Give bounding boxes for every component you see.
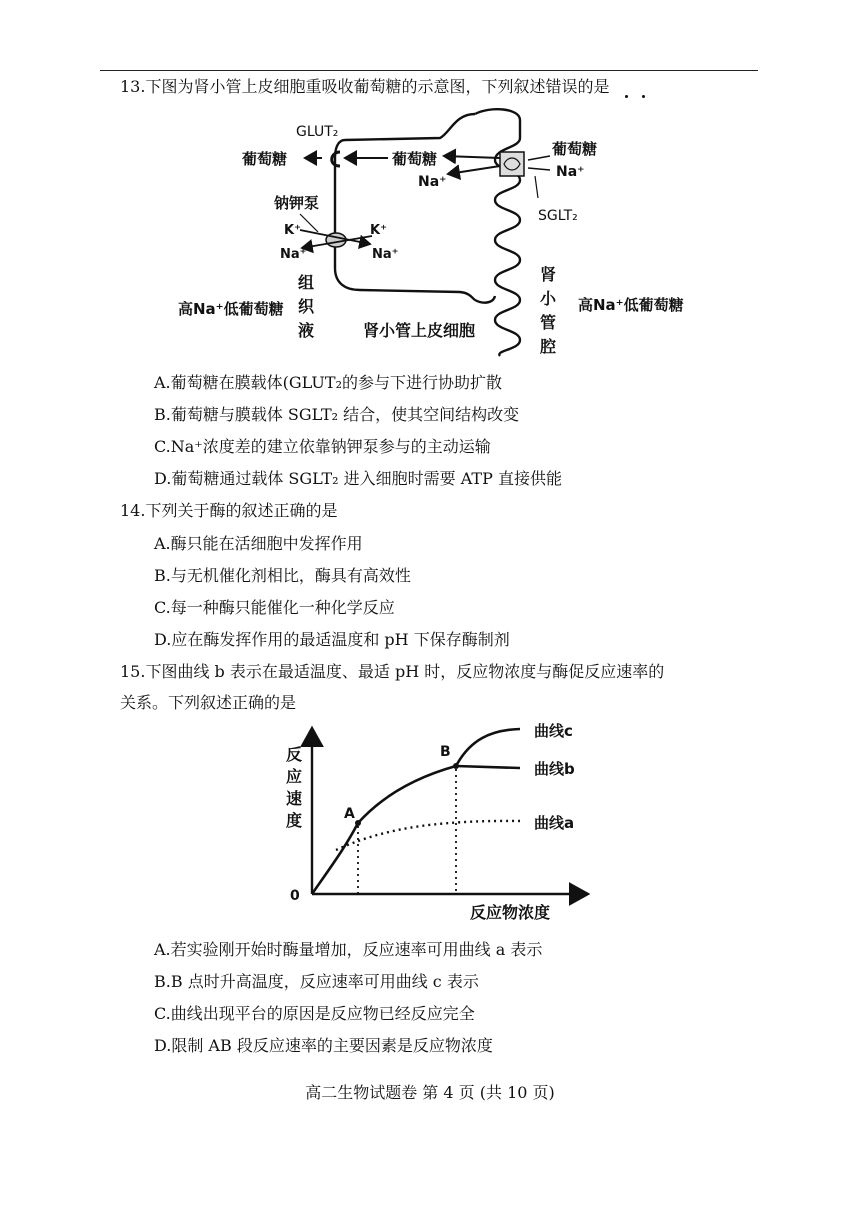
curve-c — [456, 729, 520, 766]
sglt2-label: SGLT₂ — [538, 208, 578, 224]
q13-diagram — [0, 108, 860, 368]
right-env-label: 高Na⁺低葡萄糖 — [578, 296, 684, 314]
curve-a — [336, 821, 520, 850]
point-b-label: B — [440, 744, 451, 760]
q13-option-b: B.葡萄糖与膜载体 SGLT₂ 结合，使其空间结构改变 — [154, 405, 520, 424]
point-a — [355, 820, 361, 826]
left-env-label: 高Na⁺低葡萄糖 — [178, 300, 284, 318]
cell-membrane-left — [335, 114, 475, 300]
q13-option-c: C.Na⁺浓度差的建立依靠钠钾泵参与的主动运输 — [154, 437, 491, 456]
k-left-label: K⁺ — [284, 223, 301, 238]
curve-a-label: 曲线a — [534, 814, 575, 832]
curve-b — [312, 766, 520, 894]
q15-option-a: A.若实验刚开始时酶量增加，反应速率可用曲线 a 表示 — [154, 940, 543, 959]
tissue-fluid-label: 组织液 — [298, 273, 315, 340]
q15-graph — [0, 718, 860, 928]
point-a-label: A — [344, 806, 355, 822]
emphasis-dots — [618, 95, 658, 101]
q14-option-c: C.每一种酶只能催化一种化学反应 — [154, 598, 395, 617]
pump-label: 钠钾泵 — [274, 194, 320, 212]
point-b — [453, 763, 459, 769]
q14-option-b: B.与无机催化剂相比，酶具有高效性 — [154, 566, 411, 585]
lumen-label: 肾小管腔 — [540, 265, 557, 356]
cell-label: 肾小管上皮细胞 — [363, 321, 476, 340]
glucose-left-label: 葡萄糖 — [242, 150, 288, 168]
k-right-label: K⁺ — [370, 223, 387, 238]
q15-option-c: C.曲线出现平台的原因是反应物已经反应完全 — [154, 1004, 475, 1023]
glut2-label: GLUT₂ — [296, 124, 339, 140]
y-axis-label: 反应速度 — [286, 745, 303, 830]
origin-label: 0 — [290, 888, 300, 904]
cell-membrane-right — [475, 109, 520, 356]
na-left-label: Na⁺ — [280, 247, 307, 262]
na-pump-right-label: Na⁺ — [372, 247, 399, 262]
q15-option-d: D.限制 AB 段反应速率的主要因素是反应物浓度 — [154, 1036, 493, 1055]
na-mid-label: Na⁺ — [418, 174, 447, 190]
q15-option-b: B.B 点时升高温度，反应速率可用曲线 c 表示 — [154, 972, 479, 991]
na-right-label: Na⁺ — [556, 164, 585, 180]
x-axis-label: 反应物浓度 — [470, 903, 551, 922]
q14-option-d: D.应在酶发挥作用的最适温度和 pH 下保存酶制剂 — [154, 630, 510, 649]
q14-option-a: A.酶只能在活细胞中发挥作用 — [154, 534, 363, 553]
q15-stem-line2: 关系。下列叙述正确的是 — [120, 693, 297, 712]
q13-stem: 13.下图为肾小管上皮细胞重吸收葡萄糖的示意图，下列叙述错误的是 — [120, 77, 610, 96]
q13-option-a: A.葡萄糖在膜载体(GLUT₂的参与下进行协助扩散 — [154, 373, 502, 392]
glucose-mid-label: 葡萄糖 — [392, 150, 438, 168]
curve-c-label: 曲线c — [534, 722, 573, 740]
q14-stem: 14.下列关于酶的叙述正确的是 — [120, 501, 338, 520]
curve-b-label: 曲线b — [534, 760, 575, 778]
page-footer: 高二生物试题卷 第 4 页 (共 10 页) — [305, 1083, 555, 1102]
header-rule — [100, 70, 758, 71]
q13-option-d: D.葡萄糖通过载体 SGLT₂ 进入细胞时需要 ATP 直接供能 — [154, 469, 562, 488]
glucose-right-label: 葡萄糖 — [552, 140, 598, 158]
q15-stem-line1: 15.下图曲线 b 表示在最适温度、最适 pH 时，反应物浓度与酶促反应速率的 — [120, 662, 665, 681]
